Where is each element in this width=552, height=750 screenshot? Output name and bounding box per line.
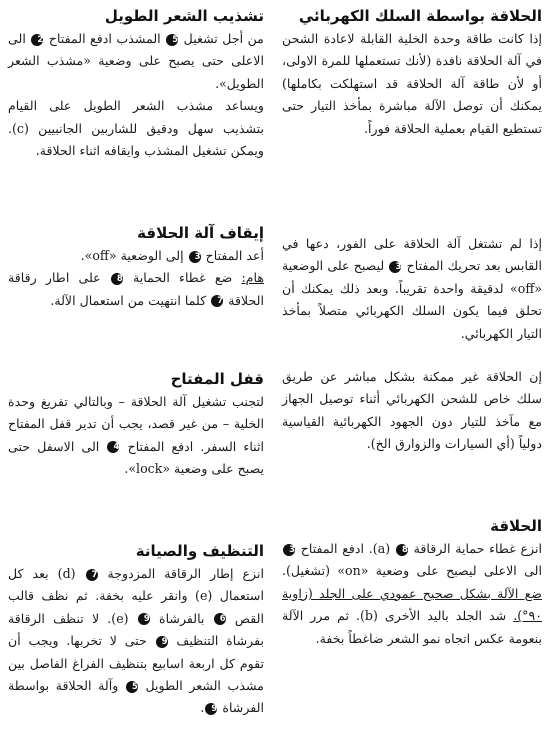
part-number-badge: 6 [214,613,226,625]
section-title: الحلاقة [490,517,542,535]
section-body: لتجنب تشغيل آلة الحلاقة – وبالتالي تفريغ وحدة الخلية – من غير قصد، يجب أن تدير قفل المفتاح اثناء السفر. ادفع المفتاح 4 الى الاسفل حتى يصبح على وضعية «lock». [8,394,264,477]
part-number-badge: 9 [156,636,168,648]
section-cleaning [8,539,264,720]
section-body: انزع غطاء حماية الرقاقة 8 (a). ادفع المفتاح 3 الى الاعلى ليصبح على وضعية «on» (تشغيل). ضع الآلة بشكل صحيح عمودي على الجلد (زاوية ٩٠°). شد الجلد باليد الأخرى (b). ثم مرر الآلة بنعومة عكس اتجاه نمو الشعر ضاغطاً بخفة. [282,541,543,646]
section-body: إن الحلاقة غير ممكنة بشكل مباشر عن طريق سلك خاص للشحن الكهربائي أثناء توصيل الجهاز مع مآخذ للتيار دون الجهود الكهربائية القياسية دولياً (أي السيارات والزوارق الخ). [282,369,542,452]
section-body: إذا كانت طاقة وحدة الخلية القابلة لاعادة الشحن في آلة الحلاقة نافدة (لأنك تستعملها للمرة الاولى، أو لأن طاقة آلة الحلاقة قد استهلكت بكاملها) يمكنك أن توصل الآلة مباشرة بمأخذ التيار حتى تستطيع القيام بعملية الحلاقة فوراً. [282,31,542,136]
section-title: قفل المفتاح [170,370,264,388]
important-label: هام: [241,270,264,286]
section-shaver-not-starting [282,233,542,345]
section-body: ويساعد مشذب الشعر الطويل على القيام بتشذيب سهل ودقيق للشاربين الجانبيين (c). ويمكن تشغيل المشذب وايقافه اثناء الحلاقة. [8,98,264,159]
section-switch-lock [8,367,264,481]
section-cord-shaving [282,4,542,140]
section-title: إيقاف آلة الحلاقة [137,224,264,242]
part-number-badge: 9 [205,703,217,715]
part-number-badge: 3 [189,251,201,263]
part-number-badge: 7 [86,569,98,581]
underlined-instruction: ضع الآلة بشكل صحيح عمودي على الجلد (زاوية ٩٠°). [282,585,543,624]
section-vehicle-warning [282,366,542,456]
section-shaving [282,514,542,650]
section-long-hair-trimmer [8,4,264,162]
part-number-badge: 5 [126,681,138,693]
part-number-badge: 9 [138,613,150,625]
part-number-badge: 8 [111,273,123,285]
part-number-badge: 4 [107,441,119,453]
part-number-badge: 3 [389,261,401,273]
section-title: تشذيب الشعر الطويل [104,7,264,25]
part-number-badge: 7 [211,295,223,307]
part-number-badge: 8 [396,544,408,556]
section-body: أعد المفتاح 3 إلى الوضعية «off». هام: ضع غطاء الحماية 8 على اطار رقاقة الحلاقة 7 كلما انتهيت من استعمال الآلة. [8,248,264,308]
part-number-badge: 5 [166,34,178,46]
part-number-badge: 3 [283,544,295,556]
section-body: انزع إطار الرقاقة المزدوجة 7 (d) بعد كل استعمال (e) وانقر عليه بخفة. ثم نظف قالب القص 6 بالفرشاة 9 (e). لا تنظف الرقاقة بفرشاة التنظيف 9 حتى لا تخربها. ويجب أن تقوم كل اربعة اسابيع بتنظيف الفراغ الفاصل بين مشذب الشعر الطويل 5 وآلة الحلاقة بواسطة الفرشاة 9. [8,566,264,716]
section-switch-off [8,221,264,312]
section-title: التنظيف والصيانة [135,542,264,560]
section-title: الحلاقة بواسطة السلك الكهربائي [298,7,542,25]
section-body: من أجل تشغيل 5 المشذب ادفع المفتاح 2 الى الاعلى حتى يصبح على وضعية «مشذب الشعر الطويل». [8,31,264,91]
part-number-badge: 2 [31,34,43,46]
section-body: إذا لم تشتغل آلة الحلاقة على الفور، دعها في القابس بعد تحريك المفتاح 3 ليصبح على الوضعية «off» لدقيقة واحدة تقريباً. وبعد ذلك يمكنك أن تحلق فيما يكون السلك الكهربائي متصلاً بمأخذ التيار الكهربائي. [282,236,542,341]
